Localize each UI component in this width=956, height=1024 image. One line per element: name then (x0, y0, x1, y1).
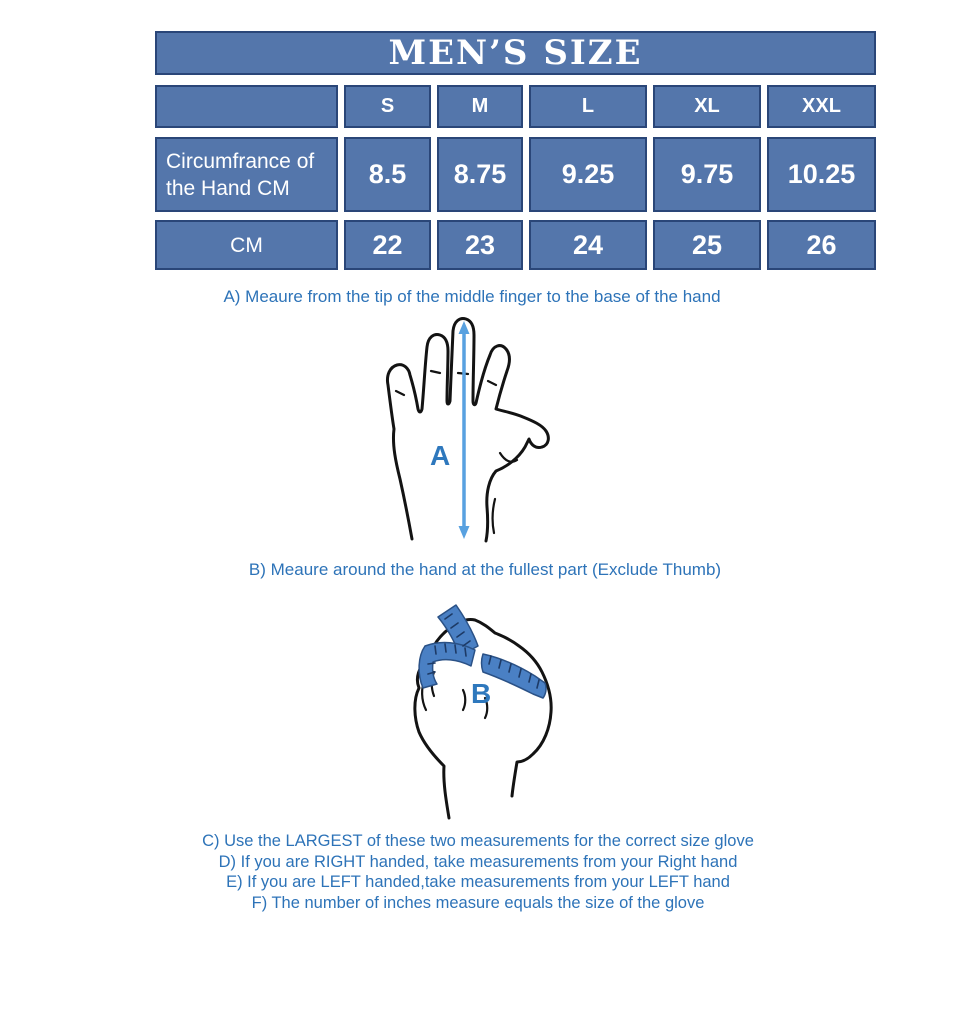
instruction-d: D) If you are RIGHT handed, take measurements from your Right hand (218, 852, 738, 871)
size-header-s: S (344, 85, 431, 128)
cm-value-l: 24 (529, 220, 647, 270)
cm-row (155, 220, 876, 270)
circumference-row (155, 137, 876, 212)
circumference-value-l: 9.25 (529, 137, 647, 212)
cm-value-xl: 25 (653, 220, 761, 270)
size-header-l: L (529, 85, 647, 128)
row-label-circumference: Circumfrance of the Hand CM (155, 137, 338, 212)
circumference-value-s: 8.5 (344, 137, 431, 212)
wrist-crease (493, 499, 495, 533)
circumference-value-xl: 9.75 (653, 137, 761, 212)
instruction-c: C) Use the LARGEST of these two measurements for the correct size glove (202, 832, 754, 850)
table-title: MEN’S SIZE (155, 31, 876, 75)
instruction-b: B) Meaure around the hand at the fullest part (Exclude Thumb) (248, 560, 722, 579)
row-label-cm: CM (155, 220, 338, 270)
instruction-e: E) If you are LEFT handed,take measurements from your LEFT hand (226, 873, 730, 891)
mens-size-table (155, 31, 876, 270)
empty-header-cell (155, 85, 338, 128)
size-header-row (155, 85, 876, 128)
size-header-m: M (437, 85, 523, 128)
circumference-value-m: 8.75 (437, 137, 523, 212)
instruction-f: F) The number of inches measure equals the size of the glove (251, 893, 705, 912)
figure-label-a: A (430, 440, 451, 471)
instructions-c-f (0, 831, 956, 913)
cm-value-m: 23 (437, 220, 523, 270)
circumference-value-xxl: 10.25 (767, 137, 876, 212)
size-header-xxl: XXL (767, 85, 876, 128)
open-hand-fill (387, 319, 548, 542)
figure-label-b: B (471, 678, 492, 709)
fist-figure (405, 590, 565, 822)
size-header-xl: XL (653, 85, 761, 128)
open-hand-figure (382, 313, 562, 545)
cm-value-s: 22 (344, 220, 431, 270)
instruction-a: A) Meaure from the tip of the middle finger to the base of the hand (223, 287, 721, 306)
cm-value-xxl: 26 (767, 220, 876, 270)
